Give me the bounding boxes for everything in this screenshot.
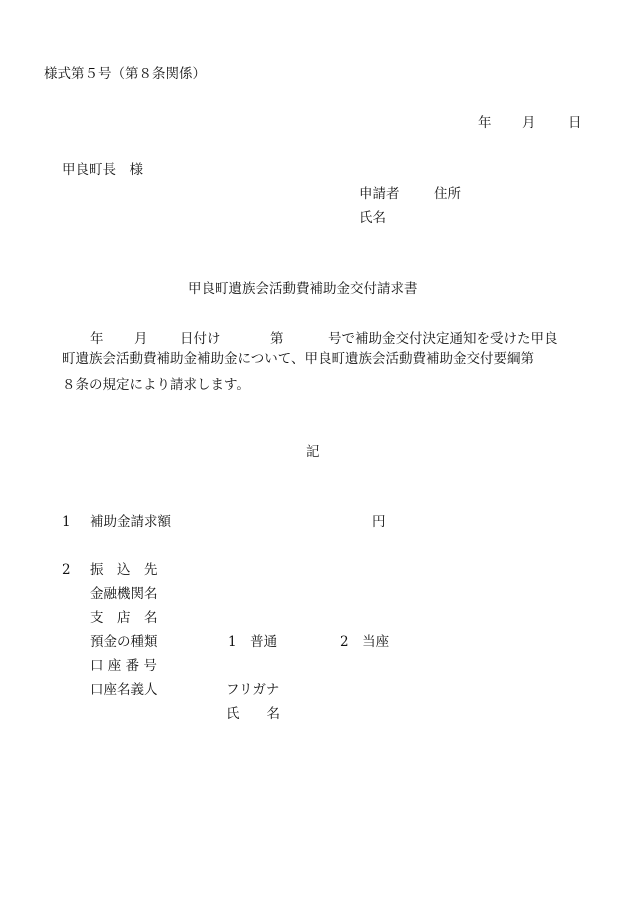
deposit-type-label: 預金の種類 [90, 634, 158, 650]
branch-name-label: 支 店 名 [90, 610, 158, 626]
account-holder-label: 口座名義人 [90, 682, 158, 698]
item2-number: 2 [62, 562, 71, 578]
body-month: 月 [134, 331, 148, 347]
body-no: 第 [270, 331, 284, 347]
furigana-label: フリガナ [226, 682, 280, 698]
deposit-option-checking: 2 当座 [340, 634, 390, 650]
addressee: 甲良町長 様 [62, 162, 143, 178]
deposit-option-regular: 1 普通 [228, 634, 278, 650]
account-number-label: 口 座 番 号 [90, 658, 157, 674]
document-title: 甲良町遺族会活動費補助金交付請求書 [188, 281, 418, 297]
body-line-3: ８条の規定により請求します。 [62, 377, 250, 393]
body-line1-text: 号で補助金交付決定通知を受けた甲良 [328, 331, 558, 347]
ki-heading: 記 [306, 444, 320, 460]
body-line-2: 町遺族会活動費補助金補助金について、甲良町遺族会活動費補助金交付要綱第 [62, 351, 534, 367]
bank-name-label: 金融機関名 [90, 586, 158, 602]
body-paragraph [62, 320, 582, 398]
holder-name-label: 氏 名 [226, 706, 280, 722]
date-year: 年 [478, 115, 492, 131]
form-number: 様式第５号（第８条関係） [44, 66, 206, 82]
date-day: 日 [568, 115, 582, 131]
body-year: 年 [90, 331, 104, 347]
body-dated: 日付け [180, 331, 221, 347]
item1-label: 補助金請求額 [90, 514, 171, 530]
item2-label: 振 込 先 [90, 562, 158, 578]
applicant-name-label: 氏名 [359, 210, 386, 226]
item1-unit: 円 [372, 514, 386, 530]
item1-number: 1 [62, 514, 71, 530]
date-month: 月 [522, 115, 536, 131]
applicant-label: 申請者 [359, 186, 400, 202]
body-line-1 [62, 320, 582, 346]
applicant-address-label: 住所 [434, 186, 461, 202]
